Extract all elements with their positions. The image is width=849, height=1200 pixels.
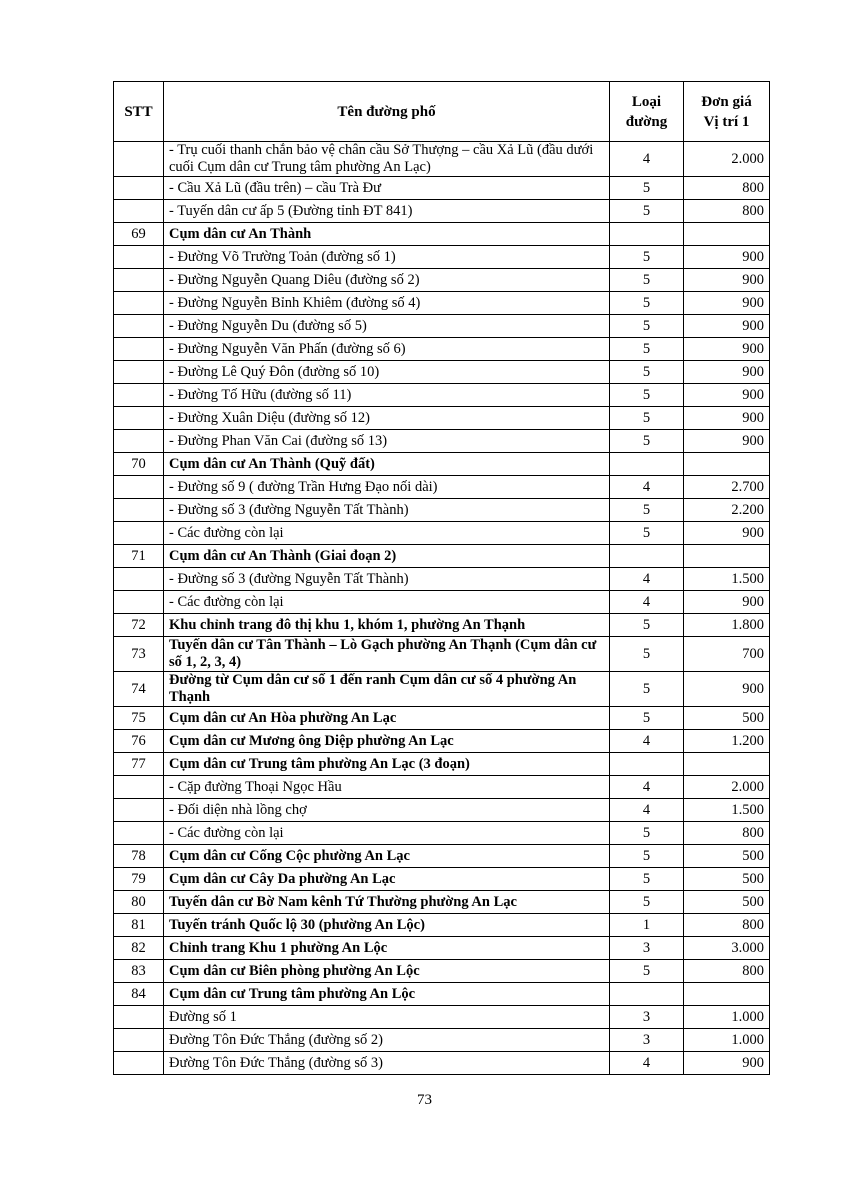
row-street-name-cell: Đường Tôn Đức Thắng (đường số 3): [164, 1052, 610, 1075]
row-stt-cell: 69: [114, 223, 164, 246]
row-road-type-cell: 3: [610, 1029, 684, 1052]
row-stt-cell: 77: [114, 753, 164, 776]
table-row: [114, 568, 770, 591]
row-street-name-cell: - Đường Xuân Diệu (đường số 12): [164, 407, 610, 430]
row-stt-cell: [114, 1006, 164, 1029]
row-road-type-cell: 5: [610, 845, 684, 868]
row-road-type-cell: 5: [610, 177, 684, 200]
row-street-name-cell: Tuyến dân cư Tân Thành – Lò Gạch phường An Thạnh (Cụm dân cư số 1, 2, 3, 4): [164, 637, 610, 672]
row-unit-price-cell: 900: [684, 591, 770, 614]
row-stt-cell: [114, 407, 164, 430]
table-row: [114, 338, 770, 361]
row-unit-price-cell: 3.000: [684, 937, 770, 960]
row-unit-price-cell: 900: [684, 430, 770, 453]
row-unit-price-cell: 2.700: [684, 476, 770, 499]
row-road-type-cell: 3: [610, 937, 684, 960]
row-stt-cell: 80: [114, 891, 164, 914]
row-stt-cell: [114, 292, 164, 315]
row-street-name-cell: - Cầu Xả Lũ (đầu trên) – cầu Trà Đư: [164, 177, 610, 200]
row-unit-price-cell: 900: [684, 522, 770, 545]
row-stt-cell: [114, 1029, 164, 1052]
row-unit-price-cell: 900: [684, 292, 770, 315]
header-unit-price-line1: Đơn giá: [701, 93, 752, 110]
row-street-name-cell: Cụm dân cư Biên phòng phường An Lộc: [164, 960, 610, 983]
header-stt: STT: [114, 82, 164, 142]
row-street-name-cell: - Đường Lê Quý Đôn (đường số 10): [164, 361, 610, 384]
row-street-name-cell: Đường Tôn Đức Thắng (đường số 2): [164, 1029, 610, 1052]
row-stt-cell: 74: [114, 672, 164, 707]
table-body: [114, 142, 770, 1075]
row-road-type-cell: [610, 983, 684, 1006]
table-row: [114, 407, 770, 430]
row-unit-price-cell: 800: [684, 200, 770, 223]
row-stt-cell: [114, 338, 164, 361]
row-road-type-cell: 5: [610, 637, 684, 672]
row-stt-cell: [114, 430, 164, 453]
table-row: [114, 545, 770, 568]
row-road-type-cell: 5: [610, 292, 684, 315]
row-road-type-cell: 5: [610, 407, 684, 430]
table-row: [114, 177, 770, 200]
table-row: [114, 868, 770, 891]
row-road-type-cell: 5: [610, 246, 684, 269]
row-unit-price-cell: 900: [684, 407, 770, 430]
table-row: [114, 430, 770, 453]
row-unit-price-cell: 900: [684, 1052, 770, 1075]
row-unit-price-cell: 500: [684, 868, 770, 891]
row-street-name-cell: - Đường Tố Hữu (đường số 11): [164, 384, 610, 407]
row-stt-cell: [114, 246, 164, 269]
row-street-name-cell: - Tuyến dân cư ấp 5 (Đường tỉnh ĐT 841): [164, 200, 610, 223]
table-row: [114, 891, 770, 914]
table-row: [114, 522, 770, 545]
row-road-type-cell: 4: [610, 776, 684, 799]
header-road-type: [610, 82, 684, 142]
row-road-type-cell: 4: [610, 799, 684, 822]
row-stt-cell: [114, 799, 164, 822]
row-road-type-cell: 5: [610, 891, 684, 914]
row-unit-price-cell: 900: [684, 361, 770, 384]
row-unit-price-cell: 900: [684, 315, 770, 338]
row-unit-price-cell: 2.200: [684, 499, 770, 522]
row-unit-price-cell: 500: [684, 891, 770, 914]
table-row: [114, 776, 770, 799]
table-row: [114, 384, 770, 407]
table-row: [114, 730, 770, 753]
row-road-type-cell: 4: [610, 730, 684, 753]
row-road-type-cell: 5: [610, 822, 684, 845]
row-road-type-cell: 5: [610, 614, 684, 637]
row-stt-cell: [114, 476, 164, 499]
row-unit-price-cell: 500: [684, 845, 770, 868]
row-street-name-cell: Chỉnh trang Khu 1 phường An Lộc: [164, 937, 610, 960]
row-street-name-cell: Cụm dân cư Mương ông Diệp phường An Lạc: [164, 730, 610, 753]
row-unit-price-cell: 800: [684, 914, 770, 937]
row-road-type-cell: [610, 223, 684, 246]
row-unit-price-cell: 1.500: [684, 568, 770, 591]
row-stt-cell: [114, 361, 164, 384]
table-row: [114, 614, 770, 637]
row-road-type-cell: 5: [610, 315, 684, 338]
table-row: [114, 315, 770, 338]
row-stt-cell: [114, 776, 164, 799]
row-stt-cell: 83: [114, 960, 164, 983]
row-road-type-cell: 5: [610, 499, 684, 522]
row-street-name-cell: Khu chỉnh trang đô thị khu 1, khóm 1, phường An Thạnh: [164, 614, 610, 637]
row-road-type-cell: 5: [610, 200, 684, 223]
row-street-name-cell: Cụm dân cư Trung tâm phường An Lạc (3 đoạn): [164, 753, 610, 776]
row-unit-price-cell: 900: [684, 246, 770, 269]
row-stt-cell: 78: [114, 845, 164, 868]
row-stt-cell: 73: [114, 637, 164, 672]
table-row: [114, 361, 770, 384]
row-unit-price-cell: 800: [684, 822, 770, 845]
row-road-type-cell: 5: [610, 960, 684, 983]
row-unit-price-cell: 1.800: [684, 614, 770, 637]
row-unit-price-cell: 500: [684, 707, 770, 730]
row-street-name-cell: Đường từ Cụm dân cư số 1 đến ranh Cụm dân cư số 4 phường An Thạnh: [164, 672, 610, 707]
table-row: [114, 142, 770, 177]
row-road-type-cell: 5: [610, 707, 684, 730]
row-road-type-cell: 4: [610, 1052, 684, 1075]
row-street-name-cell: - Trụ cuối thanh chắn bảo vệ chân cầu Sở Thượng – cầu Xả Lũ (đầu dưới cuối Cụm dân cư Trung tâm phường An Lạc): [164, 142, 610, 177]
row-street-name-cell: Cụm dân cư Trung tâm phường An Lộc: [164, 983, 610, 1006]
row-street-name-cell: - Các đường còn lại: [164, 591, 610, 614]
table-row: [114, 476, 770, 499]
row-unit-price-cell: [684, 983, 770, 1006]
row-street-name-cell: Cụm dân cư An Hòa phường An Lạc: [164, 707, 610, 730]
row-stt-cell: [114, 1052, 164, 1075]
row-unit-price-cell: 800: [684, 960, 770, 983]
table-row: [114, 223, 770, 246]
row-stt-cell: [114, 499, 164, 522]
row-street-name-cell: Tuyến dân cư Bờ Nam kênh Tứ Thường phường An Lạc: [164, 891, 610, 914]
row-street-name-cell: - Đường số 3 (đường Nguyễn Tất Thành): [164, 568, 610, 591]
table-row: [114, 637, 770, 672]
row-street-name-cell: - Đường Nguyễn Văn Phấn (đường số 6): [164, 338, 610, 361]
header-unit-price: [684, 82, 770, 142]
row-street-name-cell: Đường số 1: [164, 1006, 610, 1029]
row-street-name-cell: Cụm dân cư Cống Cộc phường An Lạc: [164, 845, 610, 868]
header-road-type-line2: đường: [625, 113, 668, 130]
table-row: [114, 453, 770, 476]
row-road-type-cell: 5: [610, 868, 684, 891]
row-unit-price-cell: 1.000: [684, 1029, 770, 1052]
table-row: [114, 822, 770, 845]
row-road-type-cell: [610, 453, 684, 476]
row-street-name-cell: - Đường Phan Văn Cai (đường số 13): [164, 430, 610, 453]
row-stt-cell: [114, 522, 164, 545]
row-road-type-cell: 5: [610, 522, 684, 545]
row-stt-cell: 75: [114, 707, 164, 730]
row-road-type-cell: 5: [610, 269, 684, 292]
row-road-type-cell: 5: [610, 672, 684, 707]
row-stt-cell: [114, 269, 164, 292]
row-stt-cell: 84: [114, 983, 164, 1006]
row-street-name-cell: - Đường Võ Trường Toản (đường số 1): [164, 246, 610, 269]
row-street-name-cell: - Đường số 3 (đường Nguyễn Tất Thành): [164, 499, 610, 522]
row-unit-price-cell: 800: [684, 177, 770, 200]
street-price-table: [113, 81, 770, 1075]
row-road-type-cell: 5: [610, 338, 684, 361]
row-unit-price-cell: [684, 545, 770, 568]
row-unit-price-cell: 1.000: [684, 1006, 770, 1029]
row-street-name-cell: Cụm dân cư An Thành: [164, 223, 610, 246]
table-row: [114, 200, 770, 223]
row-unit-price-cell: 2.000: [684, 776, 770, 799]
header-unit-price-line2: Vị trí 1: [703, 113, 750, 130]
row-unit-price-cell: 900: [684, 672, 770, 707]
row-street-name-cell: - Đường Nguyễn Bỉnh Khiêm (đường số 4): [164, 292, 610, 315]
row-stt-cell: [114, 822, 164, 845]
table-row: [114, 845, 770, 868]
row-stt-cell: 76: [114, 730, 164, 753]
row-unit-price-cell: 900: [684, 269, 770, 292]
row-street-name-cell: - Các đường còn lại: [164, 522, 610, 545]
row-street-name-cell: Tuyến tránh Quốc lộ 30 (phường An Lộc): [164, 914, 610, 937]
row-stt-cell: [114, 177, 164, 200]
table-row: [114, 672, 770, 707]
row-stt-cell: 82: [114, 937, 164, 960]
row-road-type-cell: 4: [610, 142, 684, 177]
table-row: [114, 499, 770, 522]
table-row: [114, 937, 770, 960]
row-road-type-cell: 4: [610, 568, 684, 591]
row-road-type-cell: [610, 753, 684, 776]
row-unit-price-cell: 2.000: [684, 142, 770, 177]
header-street-name: Tên đường phố: [164, 82, 610, 142]
table-row: [114, 591, 770, 614]
table-row: [114, 707, 770, 730]
table-row: [114, 914, 770, 937]
row-stt-cell: [114, 568, 164, 591]
table-row: [114, 292, 770, 315]
row-road-type-cell: [610, 545, 684, 568]
row-road-type-cell: 3: [610, 1006, 684, 1029]
row-stt-cell: 71: [114, 545, 164, 568]
row-unit-price-cell: 1.500: [684, 799, 770, 822]
table-row: [114, 1006, 770, 1029]
row-stt-cell: 81: [114, 914, 164, 937]
row-street-name-cell: Cụm dân cư An Thành (Quỹ đất): [164, 453, 610, 476]
row-road-type-cell: 5: [610, 430, 684, 453]
table-row: [114, 960, 770, 983]
row-unit-price-cell: [684, 453, 770, 476]
row-unit-price-cell: 900: [684, 338, 770, 361]
row-road-type-cell: 5: [610, 384, 684, 407]
row-street-name-cell: Cụm dân cư An Thành (Giai đoạn 2): [164, 545, 610, 568]
row-stt-cell: [114, 200, 164, 223]
row-stt-cell: 70: [114, 453, 164, 476]
table-row: [114, 799, 770, 822]
table-row: [114, 1029, 770, 1052]
row-stt-cell: 72: [114, 614, 164, 637]
row-stt-cell: [114, 384, 164, 407]
row-street-name-cell: - Cặp đường Thoại Ngọc Hầu: [164, 776, 610, 799]
row-road-type-cell: 1: [610, 914, 684, 937]
row-unit-price-cell: [684, 223, 770, 246]
row-street-name-cell: - Đối diện nhà lồng chợ: [164, 799, 610, 822]
table-row: [114, 983, 770, 1006]
row-unit-price-cell: 900: [684, 384, 770, 407]
header-road-type-line1: Loại: [631, 93, 662, 110]
row-stt-cell: 79: [114, 868, 164, 891]
table-row: [114, 269, 770, 292]
row-road-type-cell: 4: [610, 476, 684, 499]
row-stt-cell: [114, 142, 164, 177]
row-street-name-cell: Cụm dân cư Cây Da phường An Lạc: [164, 868, 610, 891]
row-road-type-cell: 5: [610, 361, 684, 384]
table-row: [114, 246, 770, 269]
table-header-row: [114, 82, 770, 142]
row-street-name-cell: - Đường Nguyễn Du (đường số 5): [164, 315, 610, 338]
row-unit-price-cell: 700: [684, 637, 770, 672]
row-unit-price-cell: 1.200: [684, 730, 770, 753]
row-stt-cell: [114, 315, 164, 338]
row-stt-cell: [114, 591, 164, 614]
row-street-name-cell: - Các đường còn lại: [164, 822, 610, 845]
row-road-type-cell: 4: [610, 591, 684, 614]
row-street-name-cell: - Đường số 9 ( đường Trần Hưng Đạo nối dài): [164, 476, 610, 499]
table-row: [114, 753, 770, 776]
row-street-name-cell: - Đường Nguyễn Quang Diêu (đường số 2): [164, 269, 610, 292]
row-unit-price-cell: [684, 753, 770, 776]
table-row: [114, 1052, 770, 1075]
page-number: 73: [417, 1092, 432, 1108]
